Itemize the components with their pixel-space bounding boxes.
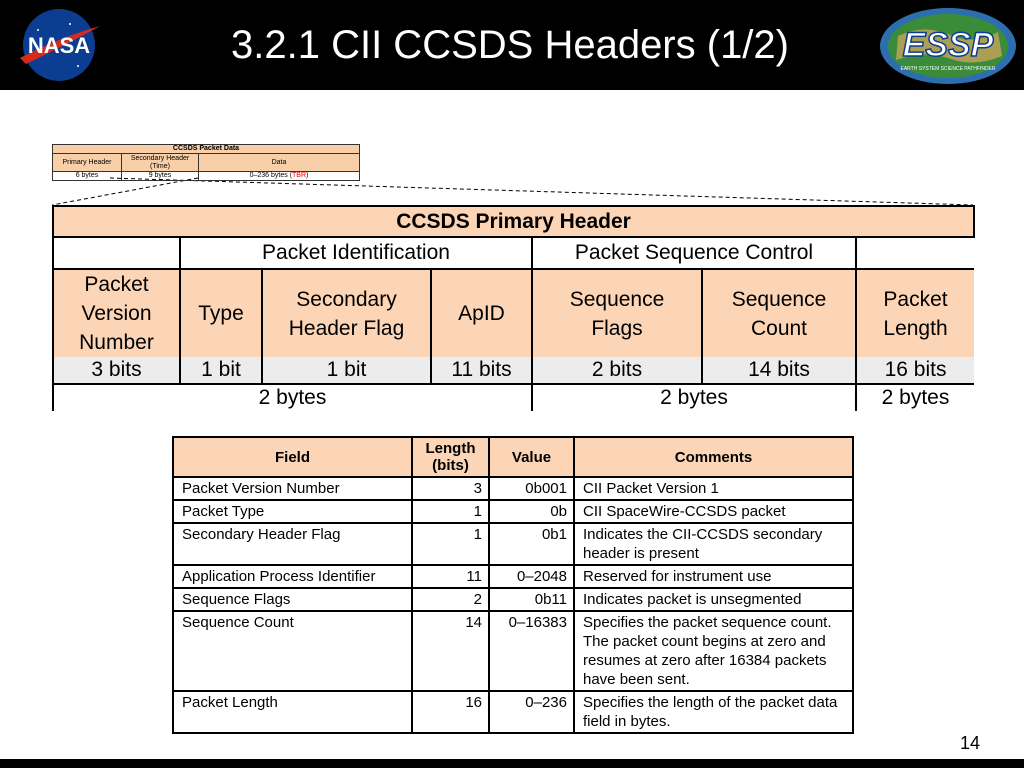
cell-comments: Reserved for instrument use xyxy=(574,565,853,588)
empty-group-cell xyxy=(53,237,180,269)
cell-length: 14 xyxy=(412,611,489,691)
slide-title: 3.2.1 CII CCSDS Headers (1/2) xyxy=(231,23,789,67)
cell-value: 0–16383 xyxy=(489,611,574,691)
bits-packet-length: 16 bits xyxy=(856,357,974,384)
svg-text:EARTH SYSTEM SCIENCE PATHFINDE: EARTH SYSTEM SCIENCE PATHFINDER xyxy=(900,66,996,72)
col-header-comments: Comments xyxy=(574,437,853,477)
group-packet-sequence-control: Packet Sequence Control xyxy=(532,237,856,269)
cell-field: Application Process Identifier xyxy=(173,565,412,588)
cell-comments: CII SpaceWire-CCSDS packet xyxy=(574,500,853,523)
bits-sequence-count: 14 bits xyxy=(702,357,856,384)
table-row xyxy=(173,611,853,691)
bytes-packet-identification: 2 bytes xyxy=(53,384,532,411)
field-packet-version-number: Packet Version Number xyxy=(53,269,180,357)
cell-value: 0b xyxy=(489,500,574,523)
packet-size-data: 0–236 bytes (TBR) xyxy=(199,172,360,181)
col-header-length: Length (bits) xyxy=(412,437,489,477)
empty-group-cell xyxy=(856,237,974,269)
primary-header-title: CCSDS Primary Header xyxy=(53,206,974,237)
cell-length: 11 xyxy=(412,565,489,588)
field-apid: ApID xyxy=(431,269,532,357)
field-sequence-flags: Sequence Flags xyxy=(532,269,702,357)
cell-field: Sequence Flags xyxy=(173,588,412,611)
cell-comments: Specifies the length of the packet data field in bytes. xyxy=(574,691,853,733)
cell-length: 3 xyxy=(412,477,489,500)
cell-field: Packet Version Number xyxy=(173,477,412,500)
table-row xyxy=(173,565,853,588)
table-row xyxy=(173,691,853,733)
packet-col-data: Data xyxy=(199,154,360,172)
bytes-packet-length: 2 bytes xyxy=(856,384,974,411)
field-definition-table xyxy=(172,436,854,734)
cell-length: 1 xyxy=(412,500,489,523)
field-type: Type xyxy=(180,269,262,357)
cell-comments: Indicates packet is unsegmented xyxy=(574,588,853,611)
bits-sequence-flags: 2 bits xyxy=(532,357,702,384)
cell-length: 1 xyxy=(412,523,489,565)
bits-packet-version-number: 3 bits xyxy=(53,357,180,384)
packet-col-secondary-header: Secondary Header (Time) xyxy=(122,154,199,172)
col-header-value: Value xyxy=(489,437,574,477)
tbr-tag: TBR xyxy=(292,172,307,179)
cell-comments: CII Packet Version 1 xyxy=(574,477,853,500)
packet-size-secondary: 9 bytes xyxy=(122,172,199,181)
packet-col-primary-header: Primary Header xyxy=(53,154,122,172)
cell-field: Sequence Count xyxy=(173,611,412,691)
group-packet-identification: Packet Identification xyxy=(180,237,532,269)
cell-value: 0–236 xyxy=(489,691,574,733)
cell-field: Packet Length xyxy=(173,691,412,733)
packet-size-primary: 6 bytes xyxy=(53,172,122,181)
cell-value: 0b11 xyxy=(489,588,574,611)
table-row xyxy=(173,588,853,611)
cell-value: 0b001 xyxy=(489,477,574,500)
cell-value: 0–2048 xyxy=(489,565,574,588)
bits-type: 1 bit xyxy=(180,357,262,384)
field-packet-length: Packet Length xyxy=(856,269,974,357)
cell-value: 0b1 xyxy=(489,523,574,565)
bytes-packet-sequence-control: 2 bytes xyxy=(532,384,856,411)
cell-field: Packet Type xyxy=(173,500,412,523)
cell-length: 2 xyxy=(412,588,489,611)
page-number: 14 xyxy=(959,733,980,753)
table-row xyxy=(173,500,853,523)
col-header-field: Field xyxy=(173,437,412,477)
bits-secondary-header-flag: 1 bit xyxy=(262,357,431,384)
field-sequence-count: Sequence Count xyxy=(702,269,856,357)
svg-text:NASA: NASA xyxy=(27,33,91,58)
packet-data-table xyxy=(52,144,360,181)
table-row xyxy=(173,523,853,565)
cell-field: Secondary Header Flag xyxy=(173,523,412,565)
cell-comments: Specifies the packet sequence count. The packet count begins at zero and resumes at zero after 16384 packets have been sent. xyxy=(574,611,853,691)
footer-bar xyxy=(0,759,1024,768)
field-secondary-header-flag: Secondary Header Flag xyxy=(262,269,431,357)
packet-data-caption: CCSDS Packet Data xyxy=(53,145,360,154)
svg-text:ESSP: ESSP xyxy=(902,26,994,64)
table-row xyxy=(173,477,853,500)
bits-apid: 11 bits xyxy=(431,357,532,384)
cell-comments: Indicates the CII-CCSDS secondary header is present xyxy=(574,523,853,565)
primary-header-table xyxy=(52,205,975,411)
cell-length: 16 xyxy=(412,691,489,733)
